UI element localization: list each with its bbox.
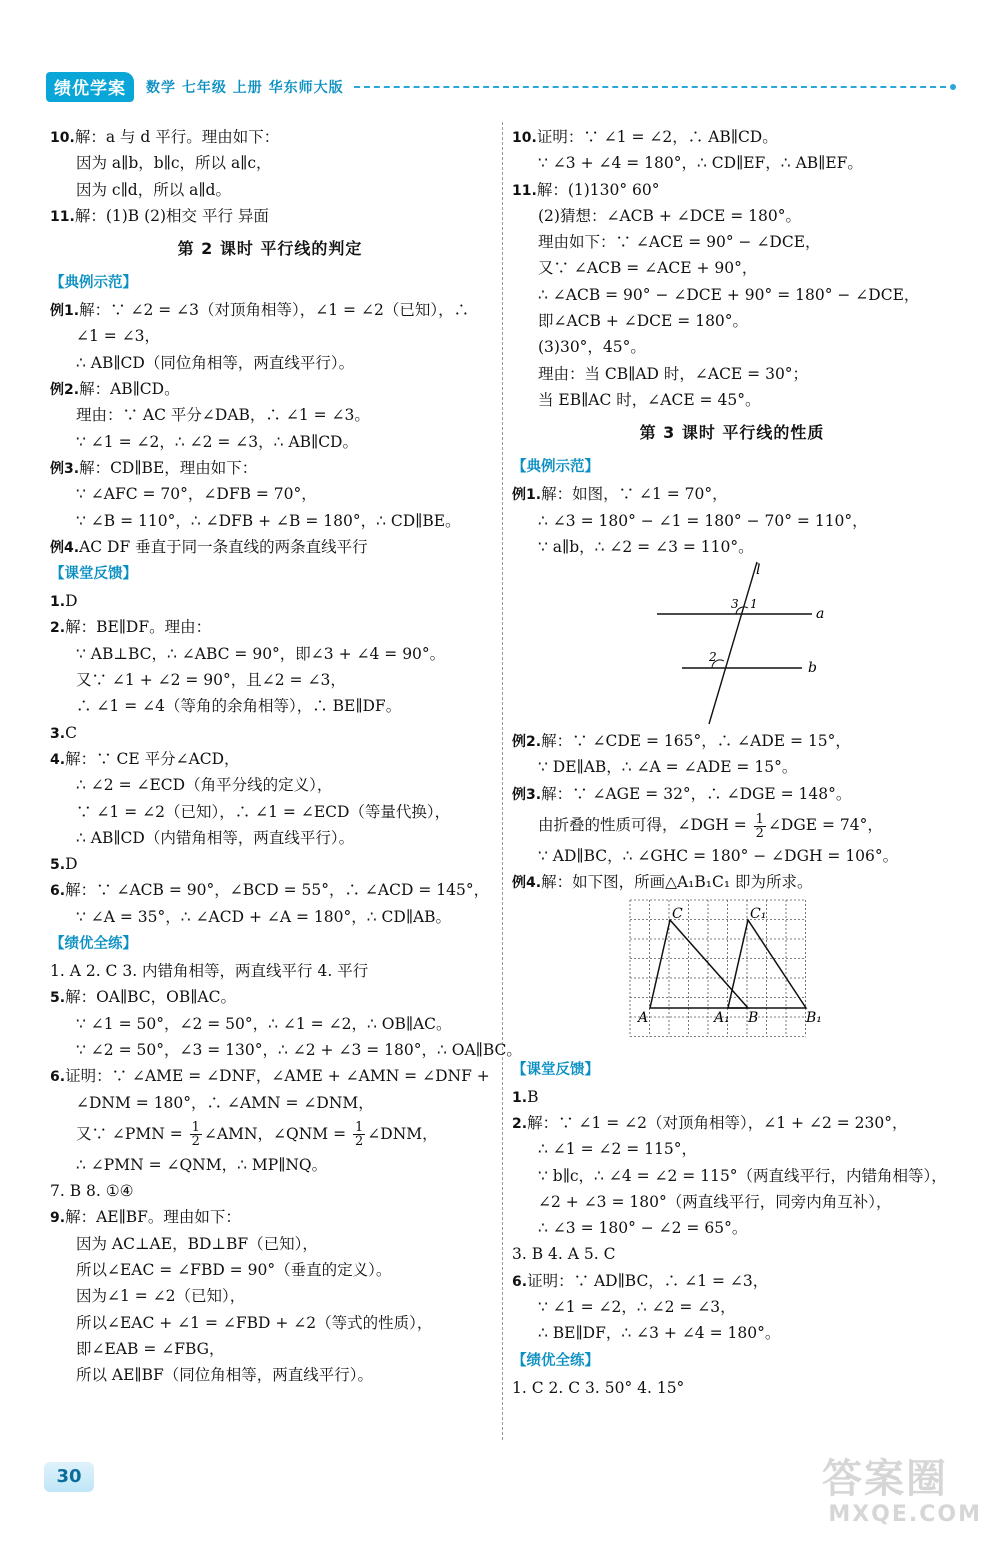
label-l: l — [756, 562, 761, 579]
practice-7-8-line: 7. B 8. ①④ — [50, 1182, 134, 1201]
practice-5-line: 5.解：OA∥BC，OB∥AC。 — [50, 988, 236, 1007]
feedback-3-line: 3.C — [50, 723, 77, 742]
feedback-4-line: ∴ AB∥CD（内错角相等，两直线平行）。 — [76, 828, 355, 847]
answer-11-line: 即∠ACB + ∠DCE = 180°。 — [538, 312, 749, 331]
example-1-line: ∵ a∥b，∴ ∠2 = ∠3 = 110°。 — [538, 537, 754, 556]
practice-9-line: 所以∠EAC + ∠1 = ∠FBD + ∠2（等式的性质）， — [76, 1313, 433, 1332]
example-3-line: ∵ ∠B = 110°，∴ ∠DFB + ∠B = 180°，∴ CD∥BE。 — [76, 511, 461, 530]
label-A1: A₁ — [714, 1009, 730, 1026]
parallel-lines-figure — [512, 560, 952, 728]
feedback-1-line: 1.D — [50, 592, 78, 611]
answer-11-line: (2)猜想：∠ACB + ∠DCE = 180°。 — [538, 206, 801, 225]
lesson-title: 第 2 课时 平行线的判定 — [177, 239, 363, 259]
parallel-lines-diagram — [512, 560, 952, 728]
fraction-one-half: $\frac{1}{2}$ — [355, 1120, 364, 1150]
example-2-line: ∵ DE∥AB，∴ ∠A = ∠ADE = 15°。 — [538, 758, 798, 777]
label-C: C — [672, 905, 683, 922]
page-header — [46, 72, 956, 102]
feedback-6-line: ∵ ∠1 = ∠2，∴ ∠2 = ∠3， — [538, 1298, 736, 1317]
feedback-4-line: 4.解：∵ CE 平分∠ACD， — [50, 749, 240, 768]
feedback-6-line: 6.解：∵ ∠ACB = 90°，∠BCD = 55°，∴ ∠ACD = 145°， — [50, 881, 490, 900]
example-1-line: 例1.解：如图，∵ ∠1 = 70°， — [512, 485, 728, 504]
feedback-2-line: ∠2 + ∠3 = 180°（两直线平行，同旁内角互补）， — [538, 1192, 892, 1211]
example-4-line: 例4.AC DF 垂直于同一条直线的两条直线平行 — [50, 537, 368, 556]
practice-9-line: 所以∠EAC = ∠FBD = 90°（垂直的定义）。 — [76, 1260, 392, 1279]
example-3-line: 由折叠的性质可得，∠DGH = $\frac{1}{2}$ ∠DGE = 74°， — [538, 811, 883, 841]
header-dashed-rule — [354, 86, 946, 88]
page-number: 30 — [44, 1462, 94, 1492]
answer-11-line: 理由如下：∵ ∠ACE = 90° − ∠DCE， — [538, 233, 821, 252]
example-2-line: 例2.解：∵ ∠CDE = 165°，∴ ∠ADE = 15°， — [512, 732, 851, 751]
example-3-line: 例3.解：CD∥BE，理由如下： — [50, 458, 258, 477]
practice-6-line: ∠DNM = 180°，∴ ∠AMN = ∠DNM， — [76, 1093, 374, 1112]
grid-triangle-diagram — [512, 896, 952, 1056]
practice-1-4-line: 1. A 2. C 3. 内错角相等，两直线平行 4. 平行 — [50, 962, 369, 981]
answer-10-line: 因为 c∥d，所以 a∥d。 — [76, 180, 231, 199]
feedback-1-line: 1.B — [512, 1087, 539, 1106]
feedback-2-line: 又∵ ∠1 + ∠2 = 90°，且∠2 = ∠3， — [76, 671, 346, 690]
feedback-3-5-line: 3. B 4. A 5. C — [512, 1245, 616, 1264]
example-1-line: ∴ AB∥CD（同位角相等，两直线平行）。 — [76, 353, 355, 372]
feedback-2-line: ∴ ∠1 = ∠4（等角的余角相等），∴ BE∥DF。 — [76, 697, 402, 716]
example-4-line: 例4.解：如下图，所画△A₁B₁C₁ 即为所求。 — [512, 873, 813, 892]
feedback-2-line: 2.解：∵ ∠1 = ∠2（对顶角相等），∠1 + ∠2 = 230°， — [512, 1113, 908, 1132]
answer-10-line: 10.解：a 与 d 平行。理由如下： — [50, 128, 280, 146]
example-1-line: 例1.解：∵ ∠2 = ∠3（对顶角相等），∠1 = ∠2（已知），∴ — [50, 301, 470, 320]
practice-9-line: 因为∠1 = ∠2（已知）， — [76, 1287, 246, 1306]
label-C1: C₁ — [750, 905, 767, 922]
watermark-en: MXQE.COM — [828, 1502, 982, 1527]
feedback-6-line: ∵ ∠A = 35°，∴ ∠ACD + ∠A = 180°，∴ CD∥AB。 — [76, 907, 452, 926]
answer-10-line: 因为 a∥b，b∥c，所以 a∥c， — [76, 154, 272, 173]
practice-1-4-line: 1. C 2. C 3. 50° 4. 15° — [512, 1378, 685, 1397]
label-B: B — [748, 1009, 759, 1026]
example-1-line: ∴ ∠3 = 180° − ∠1 = 180° − 70° = 110°， — [538, 511, 868, 530]
example-2-line: 例2.解：AB∥CD。 — [50, 380, 180, 399]
column-divider — [502, 122, 503, 1440]
answer-11-line: 理由：当 CB∥AD 时，∠ACE = 30°； — [538, 364, 809, 383]
practice-5-line: ∵ ∠2 = 50°，∠3 = 130°，∴ ∠2 + ∠3 = 180°，∴ OA∥BC。 — [76, 1040, 522, 1059]
label-angle-2: 2 — [709, 650, 717, 665]
lesson-title: 第 3 课时 平行线的性质 — [639, 423, 825, 443]
feedback-5-line: 5.D — [50, 855, 78, 874]
practice-9-line: 因为 AC⊥AE，BD⊥BF（已知）， — [76, 1234, 318, 1253]
label-B1: B₁ — [806, 1009, 822, 1026]
practice-9-line: 即∠EAB = ∠FBG， — [76, 1339, 225, 1358]
answer-11-line: 11.解：(1)B (2)相交 平行 异面 — [50, 206, 269, 225]
answer-11-line: 当 EB∥AC 时，∠ACE = 45°。 — [538, 390, 761, 409]
answer-11-line: (3)30°，45°。 — [538, 338, 646, 357]
example-2-line: ∵ ∠1 = ∠2，∴ ∠2 = ∠3，∴ AB∥CD。 — [76, 432, 358, 451]
section-tag-feedback: 【课堂反馈】 — [50, 566, 137, 583]
label-angle-3: 3 — [731, 597, 739, 612]
label-a: a — [816, 606, 825, 623]
feedback-4-line: ∵ ∠1 = ∠2（已知），∴ ∠1 = ∠ECD（等量代换）， — [76, 802, 451, 821]
feedback-2-line: ∵ b∥c，∴ ∠4 = ∠2 = 115°（两直线平行，内错角相等）， — [538, 1166, 947, 1185]
example-2-line: 理由：∵ AC 平分∠DAB，∴ ∠1 = ∠3。 — [76, 406, 370, 425]
practice-6-line: ∴ ∠PMN = ∠QNM，∴ MP∥NQ。 — [76, 1155, 328, 1174]
answer-10-line: ∵ ∠3 + ∠4 = 180°，∴ CD∥EF，∴ AB∥EF。 — [538, 154, 863, 173]
example-3-line: ∵ ∠AFC = 70°，∠DFB = 70°， — [76, 485, 317, 504]
fraction-one-half: $\frac{1}{2}$ — [191, 1120, 200, 1150]
label-A: A — [638, 1009, 649, 1026]
feedback-2-line: ∵ AB⊥BC，∴ ∠ABC = 90°，即∠3 + ∠4 = 90°。 — [76, 644, 446, 663]
practice-6-line: 又∵ ∠PMN = $\frac{1}{2}$ ∠AMN，∠QNM = $\frac{1}{2}$ ∠DNM， — [76, 1120, 438, 1150]
example-3-line: 例3.解：∵ ∠AGE = 32°，∴ ∠DGE = 148°。 — [512, 784, 852, 803]
practice-6-line: 6.证明：∵ ∠AME = ∠DNF，∠AME + ∠AMN = ∠DNF + — [50, 1067, 490, 1086]
triangle-abc — [650, 920, 748, 1008]
left-column — [50, 124, 522, 1388]
header-dot-icon — [950, 84, 956, 90]
triangle-a1b1c1 — [728, 920, 806, 1008]
watermark-logo — [822, 1456, 982, 1536]
section-tag-examples: 【典例示范】 — [512, 459, 599, 476]
example-1-line: ∠1 = ∠3， — [76, 327, 161, 346]
practice-9-line: 9.解：AE∥BF。理由如下： — [50, 1208, 241, 1227]
feedback-2-line: 2.解：BE∥DF。理由： — [50, 618, 212, 637]
section-tag-practice: 【绩优全练】 — [50, 936, 137, 953]
answer-10-line: 10.证明：∵ ∠1 = ∠2，∴ AB∥CD。 — [512, 128, 778, 146]
watermark-cn: 答案圈 — [822, 1456, 948, 1502]
practice-9-line: 所以 AE∥BF（同位角相等，两直线平行）。 — [76, 1366, 373, 1385]
transversal-l — [709, 562, 757, 724]
right-column — [512, 124, 952, 1401]
answer-11-line: ∴ ∠ACB = 90° − ∠DCE + 90° = 180° − ∠DCE， — [538, 285, 920, 304]
book-subtitle: 数学 七年级 上册 华东师大版 — [146, 80, 344, 96]
section-tag-practice: 【绩优全练】 — [512, 1352, 599, 1369]
grid-triangle-figure — [512, 896, 952, 1056]
example-3-line: ∵ AD∥BC，∴ ∠GHC = 180° − ∠DGH = 106°。 — [538, 847, 899, 866]
answer-11-line: 又∵ ∠ACB = ∠ACE + 90°， — [538, 259, 758, 278]
section-tag-feedback: 【课堂反馈】 — [512, 1061, 599, 1078]
feedback-4-line: ∴ ∠2 = ∠ECD（角平分线的定义）， — [76, 776, 333, 795]
brand-logo: 绩优学案 — [46, 72, 134, 102]
feedback-2-line: ∴ ∠3 = 180° − ∠2 = 65°。 — [538, 1219, 748, 1238]
label-b: b — [808, 660, 817, 677]
fraction-one-half: $\frac{1}{2}$ — [755, 811, 764, 841]
feedback-6-line: 6.证明：∵ AD∥BC，∴ ∠1 = ∠3， — [512, 1271, 769, 1290]
feedback-6-line: ∴ BE∥DF，∴ ∠3 + ∠4 = 180°。 — [538, 1324, 781, 1343]
label-angle-1: 1 — [750, 597, 758, 612]
answer-11-line: 11.解：(1)130° 60° — [512, 180, 660, 199]
feedback-2-line: ∴ ∠1 = ∠2 = 115°， — [538, 1140, 698, 1159]
section-tag-examples: 【典例示范】 — [50, 275, 137, 292]
practice-5-line: ∵ ∠1 = 50°，∠2 = 50°，∴ ∠1 = ∠2，∴ OB∥AC。 — [76, 1014, 452, 1033]
